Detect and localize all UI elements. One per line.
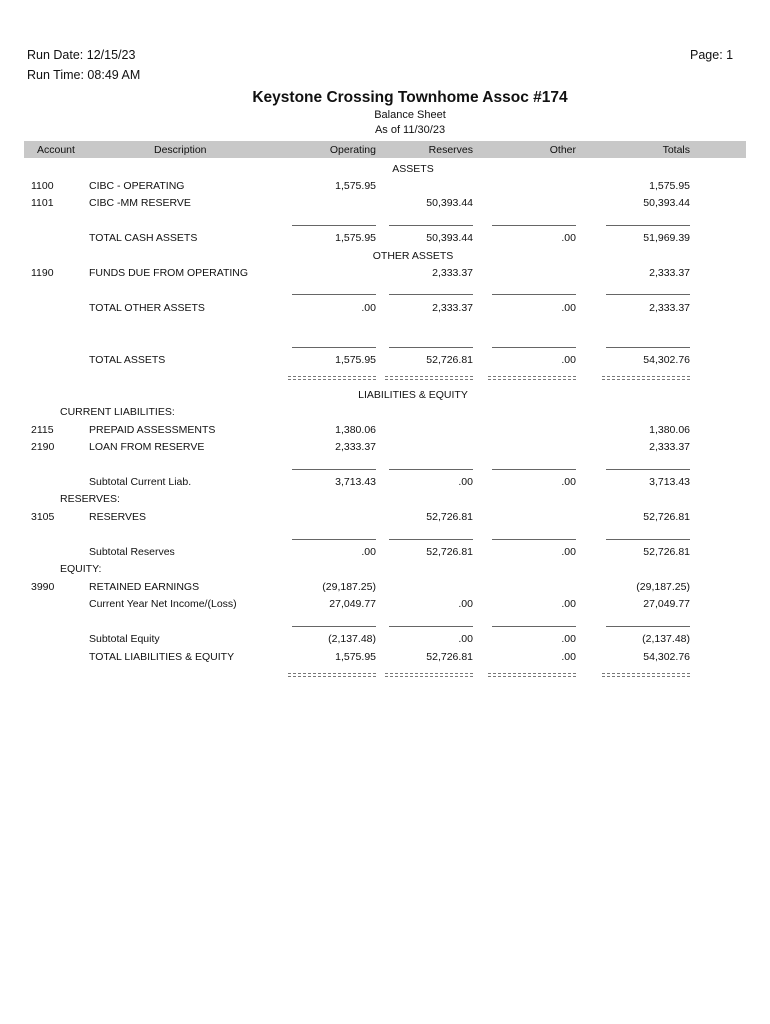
totals-value: (2,137.48)	[642, 633, 690, 645]
row-description: TOTAL OTHER ASSETS	[89, 302, 205, 314]
operating-value: 27,049.77	[329, 598, 376, 610]
section-reserves: RESERVES:	[60, 493, 120, 505]
reserves-value: 2,333.37	[432, 302, 473, 314]
subtotal-line	[492, 626, 576, 627]
operating-value: 1,575.95	[335, 354, 376, 366]
reserves-value: 2,333.37	[432, 267, 473, 279]
operating-value: 3,713.43	[335, 476, 376, 488]
double-total-line	[488, 376, 576, 380]
operating-value: 1,575.95	[335, 232, 376, 244]
account-number: 3105	[31, 511, 55, 523]
row-description: FUNDS DUE FROM OPERATING	[89, 267, 249, 279]
totals-value: 52,726.81	[643, 546, 690, 558]
operating-value: 1,380.06	[335, 424, 376, 436]
subtotal-line	[492, 225, 576, 226]
reserves-value: .00	[458, 598, 473, 610]
totals-value: 50,393.44	[643, 197, 690, 209]
row-description: TOTAL CASH ASSETS	[89, 232, 198, 244]
section-assets: ASSETS	[392, 163, 434, 175]
totals-value: 3,713.43	[649, 476, 690, 488]
subtotal-line	[606, 294, 690, 295]
account-number: 1100	[31, 180, 54, 192]
operating-value: 1,575.95	[335, 180, 376, 192]
account-number: 3990	[31, 581, 55, 593]
reserves-value: .00	[458, 476, 473, 488]
subtotal-line	[292, 225, 376, 226]
subtotal-line	[389, 225, 473, 226]
reserves-value: 52,726.81	[426, 546, 473, 558]
subtotal-line	[492, 469, 576, 470]
subtotal-line	[292, 294, 376, 295]
row-description: PREPAID ASSESSMENTS	[89, 424, 216, 436]
account-number: 2115	[31, 424, 54, 436]
other-value: .00	[561, 633, 576, 645]
run-time: Run Time: 08:49 AM	[27, 68, 141, 82]
subtotal-line	[389, 469, 473, 470]
subtotal-line	[606, 539, 690, 540]
operating-value: 1,575.95	[335, 651, 376, 663]
subtotal-line	[389, 626, 473, 627]
row-description: TOTAL LIABILITIES & EQUITY	[89, 651, 235, 663]
other-value: .00	[561, 651, 576, 663]
totals-value: 54,302.76	[643, 354, 690, 366]
subtotal-line	[292, 539, 376, 540]
run-date: Run Date: 12/15/23	[27, 48, 136, 62]
page-number: Page: 1	[690, 48, 734, 62]
subtotal-line	[492, 294, 576, 295]
other-value: .00	[561, 598, 576, 610]
subtotal-line	[606, 469, 690, 470]
row-description: Subtotal Equity	[89, 633, 160, 645]
other-value: .00	[561, 232, 576, 244]
subtotal-line	[292, 626, 376, 627]
report-as-of: As of 11/30/23	[374, 124, 446, 136]
totals-value: 1,380.06	[649, 424, 690, 436]
double-total-line	[602, 376, 690, 380]
row-description: LOAN FROM RESERVE	[89, 441, 205, 453]
totals-value: 2,333.37	[649, 441, 690, 453]
other-value: .00	[561, 302, 576, 314]
account-number: 1101	[31, 197, 54, 209]
totals-value: 27,049.77	[643, 598, 690, 610]
double-total-line	[488, 673, 576, 677]
col-totals: Totals	[662, 144, 690, 156]
col-description: Description	[154, 144, 207, 156]
other-value: .00	[561, 354, 576, 366]
subtotal-line	[492, 539, 576, 540]
double-total-line	[602, 673, 690, 677]
col-other: Other	[549, 144, 576, 156]
row-description: RESERVES	[89, 511, 146, 523]
operating-value: 2,333.37	[335, 441, 376, 453]
totals-value: 2,333.37	[649, 302, 690, 314]
reserves-value: 52,726.81	[426, 651, 473, 663]
double-total-line	[288, 376, 376, 380]
section-liabilities-equity: LIABILITIES & EQUITY	[358, 389, 468, 401]
reserves-value: .00	[458, 633, 473, 645]
account-number: 2190	[31, 441, 55, 453]
row-description: CIBC -MM RESERVE	[89, 197, 191, 209]
row-description: Subtotal Current Liab.	[89, 476, 192, 488]
operating-value: .00	[361, 302, 376, 314]
subtotal-line	[292, 347, 376, 348]
other-value: .00	[561, 546, 576, 558]
row-description: CIBC - OPERATING	[89, 180, 185, 192]
reserves-value: 52,726.81	[426, 511, 473, 523]
totals-value: 52,726.81	[643, 511, 690, 523]
row-description: RETAINED EARNINGS	[89, 581, 200, 593]
double-total-line	[288, 673, 376, 677]
double-total-line	[385, 376, 473, 380]
section-other-assets: OTHER ASSETS	[372, 250, 454, 262]
subtotal-line	[606, 347, 690, 348]
reserves-value: 52,726.81	[426, 354, 473, 366]
totals-value: 2,333.37	[649, 267, 690, 279]
reserves-value: 50,393.44	[426, 197, 473, 209]
report-subtitle: Balance Sheet	[374, 109, 446, 121]
section-current-liabilities: CURRENT LIABILITIES:	[60, 406, 175, 418]
operating-value: (29,187.25)	[322, 581, 376, 593]
operating-value: .00	[361, 546, 376, 558]
subtotal-line	[389, 347, 473, 348]
subtotal-line	[492, 347, 576, 348]
section-equity: EQUITY:	[60, 563, 102, 575]
reserves-value: 50,393.44	[426, 232, 473, 244]
row-description: TOTAL ASSETS	[89, 354, 166, 366]
subtotal-line	[606, 626, 690, 627]
subtotal-line	[389, 294, 473, 295]
totals-value: 51,969.39	[643, 232, 690, 244]
totals-value: (29,187.25)	[636, 581, 690, 593]
double-total-line	[385, 673, 473, 677]
col-operating: Operating	[329, 144, 376, 156]
col-reserves: Reserves	[428, 144, 473, 156]
subtotal-line	[389, 539, 473, 540]
subtotal-line	[606, 225, 690, 226]
col-account: Account	[37, 144, 75, 156]
totals-value: 1,575.95	[649, 180, 690, 192]
report-title: Keystone Crossing Townhome Assoc #174	[252, 89, 568, 106]
row-description: Subtotal Reserves	[89, 546, 175, 558]
account-number: 1190	[31, 267, 54, 279]
operating-value: (2,137.48)	[328, 633, 376, 645]
totals-value: 54,302.76	[643, 651, 690, 663]
row-description: Current Year Net Income/(Loss)	[89, 598, 237, 610]
other-value: .00	[561, 476, 576, 488]
subtotal-line	[292, 469, 376, 470]
